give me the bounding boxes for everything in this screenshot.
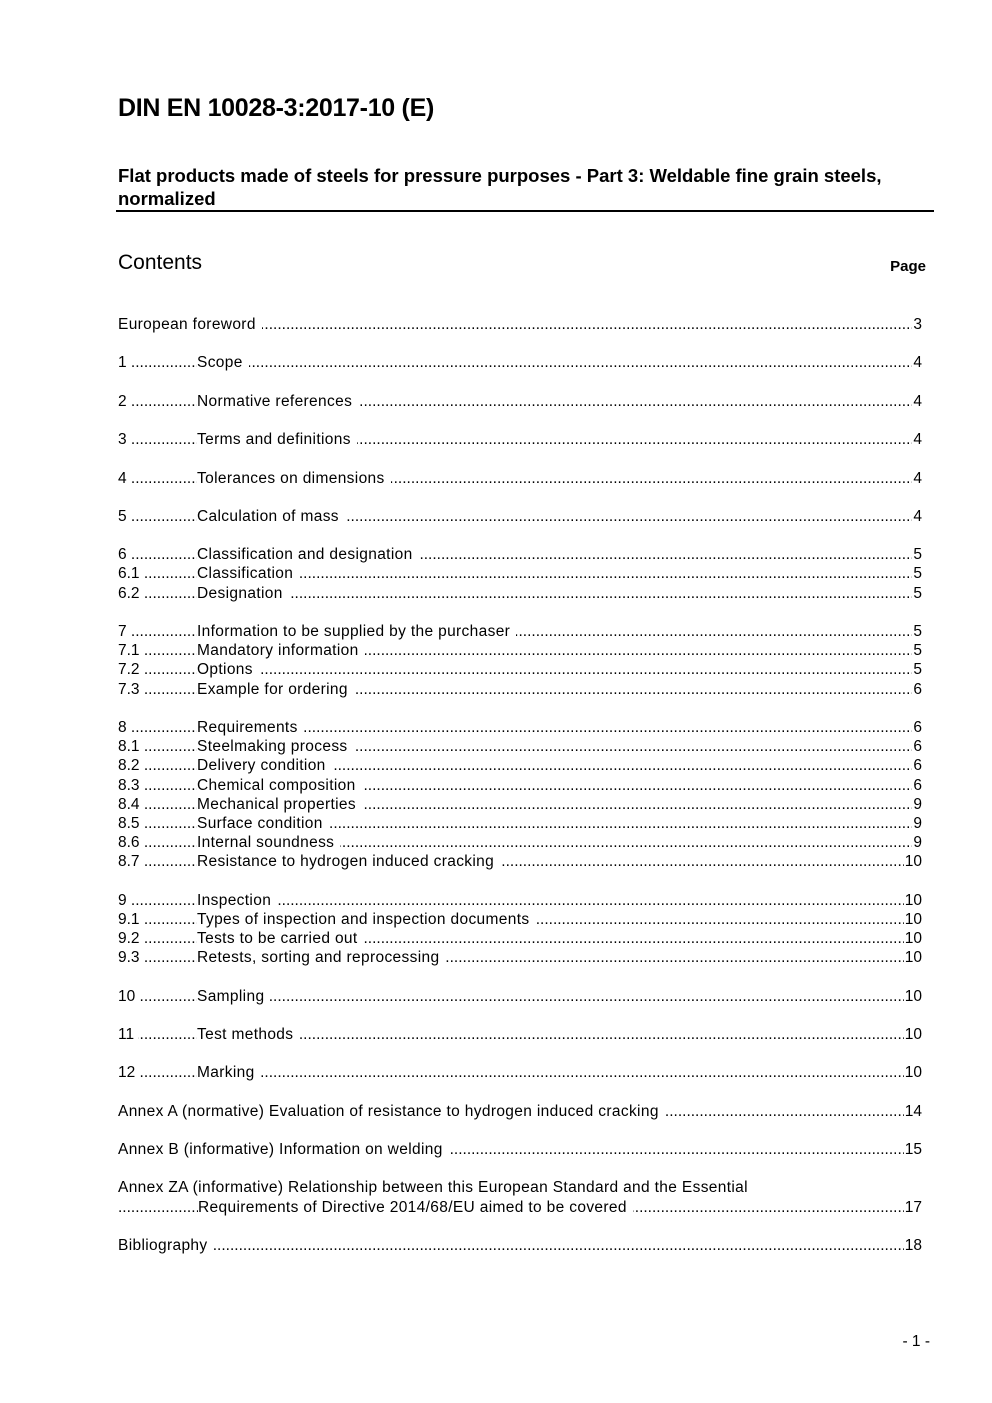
- toc-entry-number: 8.4: [118, 795, 144, 814]
- toc-entry[interactable]: [118, 392, 922, 411]
- toc-entry-number: 8.3: [118, 776, 144, 795]
- toc-group: [118, 1140, 922, 1159]
- page-number: - 1 -: [902, 1333, 930, 1350]
- toc-entry[interactable]: [118, 660, 922, 679]
- toc-entry[interactable]: [118, 564, 922, 583]
- toc-entry-title: Mandatory information: [197, 641, 365, 660]
- toc-entry-page: 4: [913, 507, 922, 525]
- toc-entry-title: Annex B (informative) Information on welding: [118, 1140, 449, 1159]
- toc-group: [118, 430, 922, 449]
- toc-entry-number: 6.2: [118, 584, 144, 603]
- toc-group: [118, 315, 922, 334]
- toc-entry[interactable]: [118, 910, 922, 929]
- toc-entry-number: 7.3: [118, 680, 144, 699]
- toc-entry-number: 8.7: [118, 852, 144, 871]
- toc-entry-number: 6: [118, 545, 131, 564]
- toc-entry-page: 5: [913, 546, 922, 564]
- toc-entry[interactable]: [118, 776, 922, 795]
- toc-entry-title: Chemical composition: [197, 776, 362, 795]
- toc-entry[interactable]: [118, 315, 922, 334]
- toc-entry-number: 8.2: [118, 756, 144, 775]
- toc-entry-page: 6: [913, 757, 922, 775]
- toc-entry-title: Internal soundness: [197, 833, 340, 852]
- toc-entry-page: 6: [913, 718, 922, 736]
- title-rule: [116, 210, 934, 212]
- toc-entry-page: 15: [904, 1141, 922, 1159]
- toc-entry[interactable]: [118, 929, 922, 948]
- toc-entry-page: 10: [904, 1064, 922, 1082]
- toc-entry-number: 5: [118, 507, 131, 526]
- toc-entry-page: 10: [904, 891, 922, 909]
- toc-entry-page: 4: [913, 354, 922, 372]
- toc-entry[interactable]: [118, 469, 922, 488]
- toc-entry[interactable]: [118, 948, 922, 967]
- toc-entry-title: Normative references: [197, 392, 358, 411]
- toc-entry-page: 10: [904, 949, 922, 967]
- toc-entry-page: 5: [913, 584, 922, 602]
- toc-entry-title: Inspection: [197, 891, 277, 910]
- page-column-label: Page: [890, 258, 926, 275]
- toc-group: [118, 1102, 922, 1121]
- toc-entry[interactable]: [118, 1025, 922, 1044]
- toc-entry-number: 9: [118, 891, 131, 910]
- toc-entry-page: 5: [913, 623, 922, 640]
- toc-entry-title: Information to be supplied by the purchaser: [197, 622, 516, 641]
- toc-entry[interactable]: [118, 641, 922, 660]
- toc-entry-number: 2: [118, 392, 131, 411]
- toc-entry-number: 1: [118, 353, 131, 372]
- toc-entry-page: 5: [913, 642, 922, 660]
- toc-entry-page: 9: [913, 795, 922, 813]
- toc-entry[interactable]: [118, 1063, 922, 1082]
- toc-entry[interactable]: [118, 814, 922, 833]
- toc-entry[interactable]: [118, 1178, 922, 1197]
- toc-entry-page: 6: [913, 776, 922, 794]
- toc-entry-number: 7.1: [118, 641, 144, 660]
- toc-group: [118, 1025, 922, 1044]
- toc-entry-title: Surface condition: [197, 814, 329, 833]
- toc-entry-title: Bibliography: [118, 1236, 214, 1255]
- toc-entry[interactable]: [118, 987, 922, 1006]
- toc-entry-title: Classification: [197, 564, 299, 583]
- toc-entry[interactable]: [118, 1140, 922, 1159]
- toc-entry-title: Types of inspection and inspection documents: [197, 910, 535, 929]
- toc-group: [118, 1178, 922, 1216]
- toc-entry[interactable]: [118, 507, 922, 526]
- document-subtitle: Flat products made of steels for pressure purposes - Part 3: Weldable fine grain steels, normalized: [118, 165, 882, 209]
- toc-group: [118, 1063, 922, 1082]
- toc-entry-title: Retests, sorting and reprocessing: [197, 948, 445, 967]
- toc-entry-number: 8: [118, 718, 131, 737]
- toc-group: [118, 392, 922, 411]
- toc-entry[interactable]: [118, 545, 922, 564]
- toc-entry-page: 6: [913, 680, 922, 698]
- toc-entry[interactable]: [118, 756, 922, 775]
- toc-entry-title: Tolerances on dimensions: [197, 469, 391, 488]
- toc-entry[interactable]: [118, 430, 922, 449]
- toc-entry-title: Scope: [197, 353, 249, 372]
- toc-entry[interactable]: [118, 1102, 922, 1121]
- toc-entry-title: Options: [197, 660, 259, 679]
- toc-entry-page: 10: [904, 853, 922, 871]
- toc-entry-title: Requirements: [197, 718, 304, 737]
- toc-entry-number: 7.2: [118, 660, 144, 679]
- toc-entry-page: 14: [904, 1102, 922, 1120]
- toc-entry-page: 10: [904, 930, 922, 947]
- toc-entry[interactable]: [118, 1236, 922, 1255]
- toc-entry-page: 3: [913, 316, 922, 333]
- toc-entry-page: 10: [904, 987, 922, 1005]
- toc-entry-number: 3: [118, 430, 131, 449]
- toc-entry-title: Example for ordering: [197, 680, 354, 699]
- toc-entry-title: Requirements of Directive 2014/68/EU aimed to be covered: [198, 1198, 633, 1217]
- toc-group: [118, 622, 922, 699]
- toc-entry-title: Delivery condition: [197, 756, 332, 775]
- toc-entry-page: 9: [913, 814, 922, 832]
- toc-group: [118, 891, 922, 968]
- toc-entry-number: 9.2: [118, 929, 144, 948]
- toc-entry-title: Resistance to hydrogen induced cracking: [197, 852, 500, 871]
- toc-group: [118, 353, 922, 372]
- document-title: DIN EN 10028-3:2017-10 (E): [118, 94, 434, 122]
- toc-group: [118, 469, 922, 488]
- toc-entry-number: 6.1: [118, 564, 144, 583]
- toc-entry[interactable]: [118, 353, 922, 372]
- toc-group: [118, 545, 922, 603]
- toc-group: [118, 987, 922, 1006]
- toc-entry-number: 9.1: [118, 910, 144, 929]
- toc-entry-title: Test methods: [197, 1025, 299, 1044]
- toc-group: [118, 718, 922, 872]
- toc-entry-number: 4: [118, 469, 131, 488]
- toc-entry-number: 8.1: [118, 737, 144, 756]
- toc-entry-page: 18: [904, 1237, 922, 1254]
- toc-group: [118, 1236, 922, 1255]
- toc-entry[interactable]: [118, 833, 922, 852]
- toc-entry[interactable]: [118, 795, 922, 814]
- toc-entry-page: 17: [904, 1198, 922, 1216]
- toc-entry-title: Sampling: [197, 987, 270, 1006]
- toc-entry-page: 4: [913, 469, 922, 487]
- toc-entry-page: 6: [913, 738, 922, 756]
- toc-entry-number: 8.5: [118, 814, 144, 833]
- toc-entry[interactable]: [118, 622, 922, 641]
- toc-entry-number: 10: [118, 987, 139, 1006]
- toc-entry[interactable]: [118, 852, 922, 871]
- toc-entry-title: Mechanical properties: [197, 795, 362, 814]
- toc-entry-title: Annex ZA (informative) Relationship between this European Standard and the Essential: [118, 1179, 748, 1197]
- toc-entry-number: 9.3: [118, 948, 144, 967]
- toc-entry-continuation[interactable]: [118, 1198, 922, 1217]
- contents-heading: Contents: [118, 251, 203, 274]
- toc-entry-page: 4: [913, 392, 922, 410]
- table-of-contents: [118, 315, 922, 1274]
- toc-group: [118, 507, 922, 526]
- toc-entry-title: Calculation of mass: [197, 507, 345, 526]
- toc-entry[interactable]: [118, 891, 922, 910]
- toc-entry[interactable]: [118, 584, 922, 603]
- toc-entry-title: Tests to be carried out: [197, 929, 364, 948]
- toc-entry-page: 10: [904, 910, 922, 928]
- toc-entry-title: Designation: [197, 584, 289, 603]
- toc-entry-page: 4: [913, 431, 922, 449]
- toc-entry-title: Steelmaking process: [197, 737, 354, 756]
- toc-entry-title: European foreword: [118, 315, 262, 334]
- toc-entry[interactable]: [118, 737, 922, 756]
- toc-entry[interactable]: [118, 680, 922, 699]
- toc-entry-title: Marking: [197, 1063, 261, 1082]
- toc-entry-page: 5: [913, 661, 922, 679]
- leader-dots: [118, 1236, 922, 1255]
- toc-entry-number: 11: [118, 1025, 138, 1044]
- toc-entry-page: 5: [913, 565, 922, 583]
- toc-entry[interactable]: [118, 718, 922, 737]
- toc-entry-title: Classification and designation: [197, 545, 419, 564]
- toc-entry-title: Annex A (normative) Evaluation of resistance to hydrogen induced cracking: [118, 1102, 665, 1121]
- toc-entry-title: Terms and definitions: [197, 430, 357, 449]
- toc-entry-number: 12: [118, 1063, 139, 1082]
- toc-entry-page: 9: [913, 834, 922, 852]
- toc-entry-number: 8.6: [118, 833, 144, 852]
- toc-entry-page: 10: [904, 1025, 922, 1043]
- toc-entry-number: 7: [118, 622, 131, 641]
